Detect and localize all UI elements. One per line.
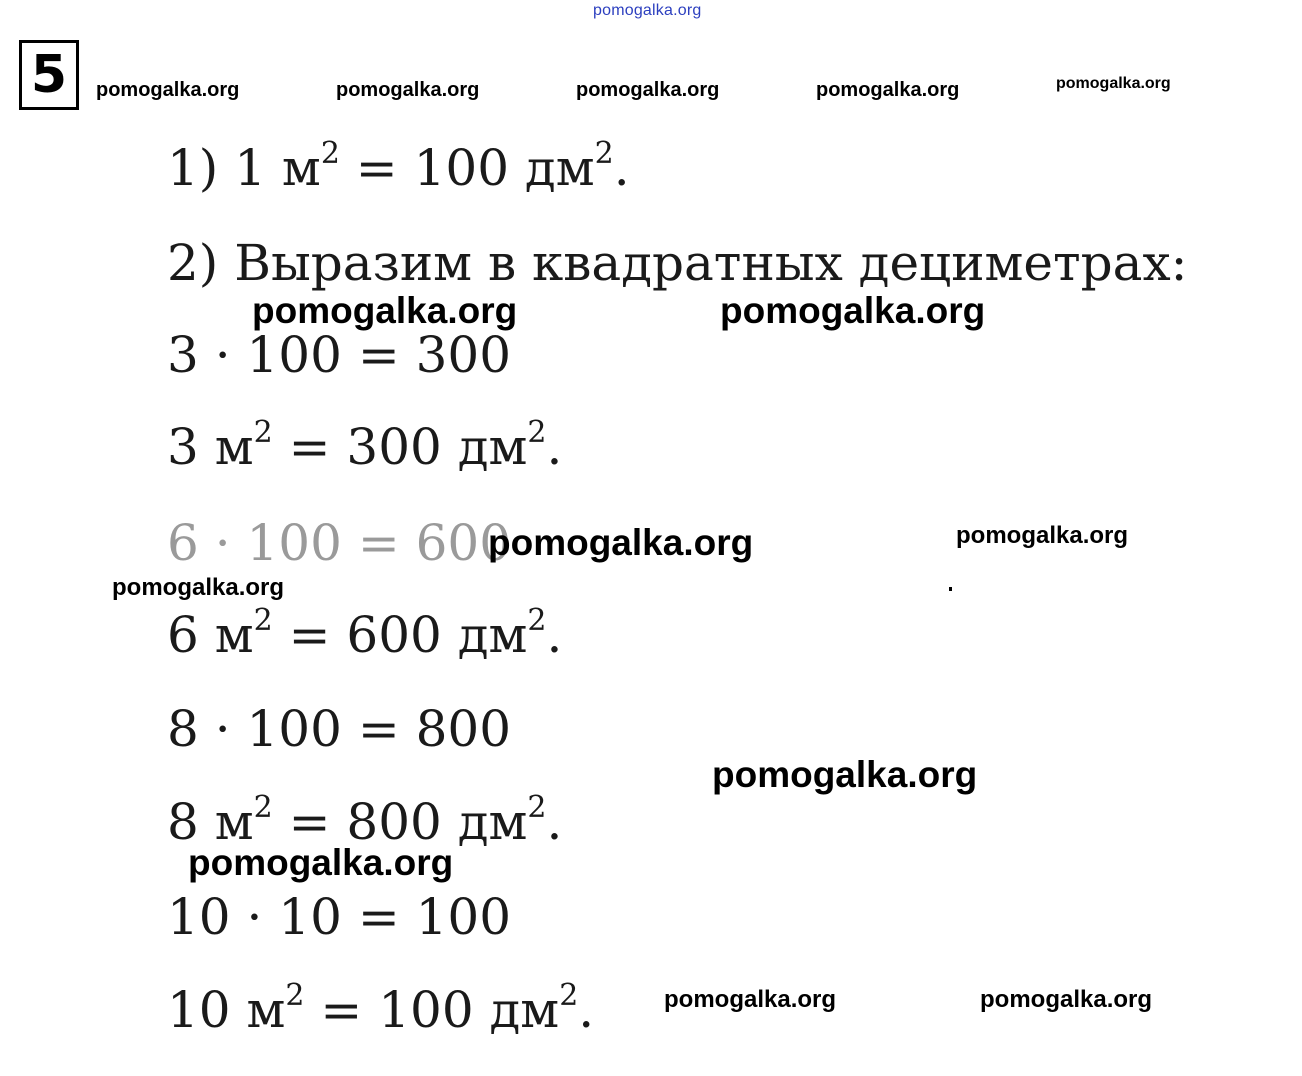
watermark-header-5: pomogalka.org: [1056, 75, 1171, 92]
line-4-left: 3 м: [167, 418, 254, 476]
solution-line-3: 3 · 100 = 300: [167, 326, 512, 384]
solution-line-4: [167, 415, 563, 476]
line-6-exp-1: 2: [253, 603, 273, 638]
watermark-overlay-7: pomogalka.org: [188, 842, 454, 883]
watermark-header-1: pomogalka.org: [96, 79, 240, 101]
watermark-overlay-8: pomogalka.org: [664, 986, 837, 1013]
line-4-exp-1: 2: [253, 415, 273, 450]
line-1-exp-1: 2: [320, 136, 340, 171]
line-10-right: = 100 дм: [304, 981, 560, 1039]
line-6-exp-2: 2: [527, 603, 547, 638]
line-8-exp-2: 2: [527, 790, 547, 825]
solution-line-7: 8 · 100 = 800: [167, 700, 512, 758]
line-8-exp-1: 2: [253, 790, 273, 825]
line-10-left: 10 м: [167, 981, 286, 1039]
line-10-exp-1: 2: [285, 978, 305, 1013]
watermark-overlay-4: pomogalka.org: [956, 522, 1129, 549]
line-6-period: .: [546, 606, 563, 664]
solution-line-5: 6 · 100 = 600: [167, 514, 512, 572]
line-4-right: = 300 дм: [272, 418, 528, 476]
solution-line-1: [167, 136, 630, 197]
solution-line-9: 10 · 10 = 100: [167, 888, 512, 946]
watermark-overlay-1: pomogalka.org: [252, 290, 518, 331]
solution-line-10: [167, 978, 595, 1039]
solution-line-6: [167, 603, 563, 664]
watermark-header-2: pomogalka.org: [336, 79, 480, 101]
task-number: 5: [30, 45, 68, 105]
watermark-overlay-3: pomogalka.org: [488, 522, 754, 563]
line-1-right: = 100 дм: [339, 139, 595, 197]
watermark-overlay-6: pomogalka.org: [712, 754, 978, 795]
line-1-left: 1) 1 м: [167, 139, 321, 197]
watermark-overlay-9: pomogalka.org: [980, 986, 1153, 1013]
watermark-overlay-2: pomogalka.org: [720, 290, 986, 331]
watermark-header-3: pomogalka.org: [576, 79, 720, 101]
top-watermark: pomogalka.org: [593, 2, 702, 19]
solution-line-8: [167, 790, 563, 851]
line-8-right: = 800 дм: [272, 793, 528, 851]
line-6-right: = 600 дм: [272, 606, 528, 664]
watermark-overlay-5: pomogalka.org: [112, 574, 285, 601]
stray-mark: [949, 587, 952, 591]
line-10-period: .: [578, 981, 595, 1039]
line-8-left: 8 м: [167, 793, 254, 851]
line-4-period: .: [546, 418, 563, 476]
line-6-left: 6 м: [167, 606, 254, 664]
line-10-exp-2: 2: [559, 978, 579, 1013]
line-1-exp-2: 2: [594, 136, 614, 171]
line-8-period: .: [546, 793, 563, 851]
task-number-box: [19, 40, 79, 110]
line-4-exp-2: 2: [527, 415, 547, 450]
line-1-period: .: [613, 139, 630, 197]
solution-line-2: 2) Выразим в квадратных дециметрах:: [167, 234, 1188, 292]
watermark-header-4: pomogalka.org: [816, 79, 960, 101]
